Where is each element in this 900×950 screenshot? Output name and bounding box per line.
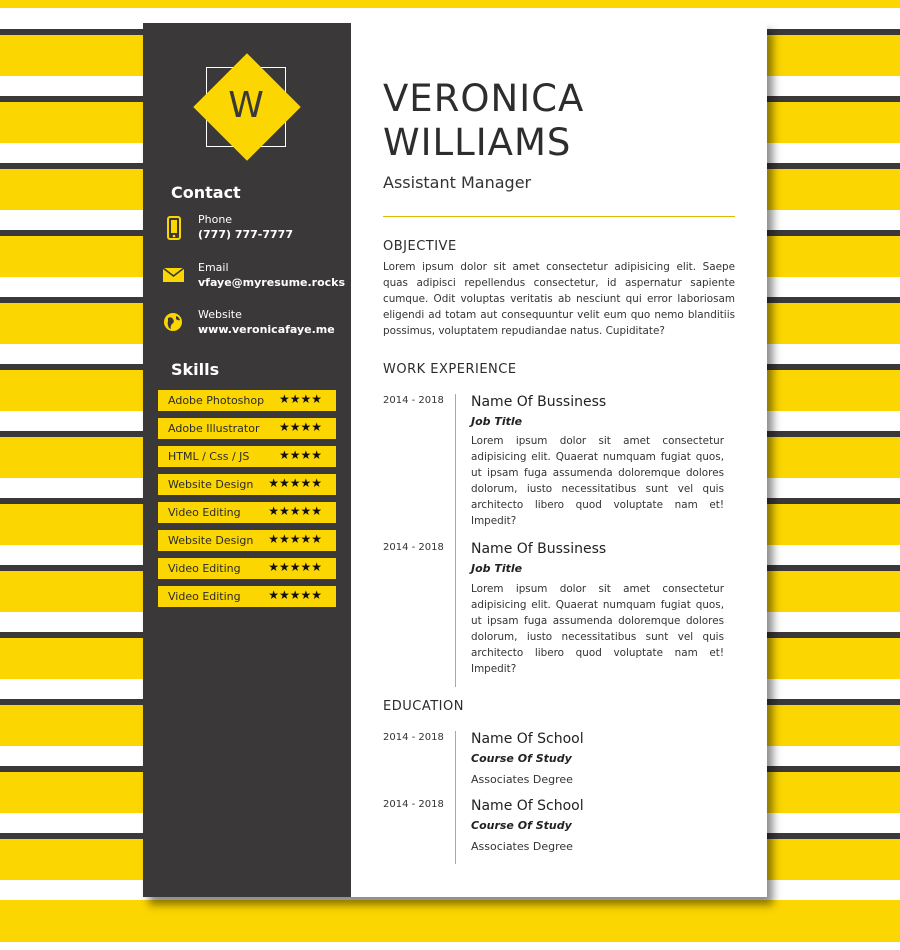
- contact-label: Website: [198, 308, 242, 321]
- contact-label: Phone: [198, 213, 233, 226]
- sidebar: [143, 23, 351, 897]
- education-years: 2014 - 2018: [383, 799, 444, 810]
- work-timeline-line: [455, 394, 456, 687]
- job-title: Assistant Manager: [383, 173, 532, 192]
- header-divider: [383, 216, 735, 217]
- degree: Associates Degree: [471, 840, 573, 853]
- work-description: Lorem ipsum dolor sit amet consectetur adipisicing elit. Quaerat numquam fugiat quos, ut ipsam fuga assumenda doloremque dolores dolorum, iusto necessitatibus sunt vel quis architecto libero quod voluptate nam et! Impedit?: [471, 435, 724, 527]
- resume-page: [143, 23, 767, 897]
- skill-rating-stars: ★★★★★: [268, 532, 322, 546]
- work-years: 2014 - 2018: [383, 542, 444, 553]
- contact-phone: [143, 213, 351, 253]
- objective-heading: OBJECTIVE: [383, 239, 457, 254]
- globe-icon: [163, 311, 185, 335]
- skill-item: [158, 530, 336, 551]
- skill-rating-stars: ★★★★: [278, 448, 322, 462]
- skill-item: [158, 502, 336, 523]
- skill-item: [158, 474, 336, 495]
- work-role: Job Title: [471, 562, 523, 575]
- skill-rating-stars: ★★★★★: [268, 560, 322, 574]
- skill-item: [158, 390, 336, 411]
- first-name: VERONICA: [383, 77, 585, 120]
- email-icon: [163, 264, 185, 288]
- business-name: Name Of Bussiness: [471, 394, 607, 410]
- education-timeline-line: [455, 731, 456, 864]
- course-of-study: Course Of Study: [471, 752, 572, 765]
- background-stripe: [0, 900, 900, 942]
- work-role: Job Title: [471, 415, 523, 428]
- business-name: Name Of Bussiness: [471, 541, 607, 557]
- skill-item: [158, 446, 336, 467]
- degree: Associates Degree: [471, 773, 573, 786]
- skill-rating-stars: ★★★★★: [268, 588, 322, 602]
- contact-value[interactable]: www.veronicafaye.me: [198, 323, 335, 336]
- school-name: Name Of School: [471, 731, 584, 747]
- skill-item: [158, 418, 336, 439]
- skill-name: Video Editing: [168, 562, 241, 575]
- work-description: Lorem ipsum dolor sit amet consectetur adipisicing elit. Quaerat numquam fugiat quos, ut ipsam fuga assumenda doloremque dolores dolorum, iusto necessitatibus sunt vel quis architecto libero quod voluptate nam et! Impedit?: [471, 583, 724, 675]
- work-experience-heading: WORK EXPERIENCE: [383, 362, 517, 377]
- skill-name: Adobe Photoshop: [168, 394, 265, 407]
- skill-name: Website Design: [168, 534, 254, 547]
- monogram-initial: W: [228, 85, 264, 126]
- objective-text: Lorem ipsum dolor sit amet consectetur adipisicing elit. Saepe quas adipisci repellendus consectetur, id aspernatur sapiente cumque. Odit voluptas veritatis ab nesciunt qui error laboriosam eligendi ad totam aut consequuntur velit eum quo nemo blanditiis possimus, voluptatem repudiandae natus. Cupiditate?: [383, 261, 735, 337]
- skills-list: [158, 390, 336, 614]
- education-years: 2014 - 2018: [383, 732, 444, 743]
- course-of-study: Course Of Study: [471, 819, 572, 832]
- school-name: Name Of School: [471, 798, 584, 814]
- contact-label: Email: [198, 261, 229, 274]
- skill-item: [158, 586, 336, 607]
- work-years: 2014 - 2018: [383, 395, 444, 406]
- skill-item: [158, 558, 336, 579]
- skill-rating-stars: ★★★★★: [268, 504, 322, 518]
- main-content: [383, 23, 735, 897]
- contact-heading: Contact: [171, 183, 241, 202]
- skills-heading: Skills: [171, 360, 220, 379]
- skill-name: Video Editing: [168, 506, 241, 519]
- skill-name: HTML / Css / JS: [168, 450, 250, 463]
- skill-rating-stars: ★★★★: [278, 420, 322, 434]
- skill-name: Website Design: [168, 478, 254, 491]
- background-stripe: [0, 0, 900, 8]
- skill-rating-stars: ★★★★: [278, 392, 322, 406]
- contact-email: [143, 261, 351, 301]
- skill-rating-stars: ★★★★★: [268, 476, 322, 490]
- phone-icon: [163, 216, 185, 240]
- last-name: WILLIAMS: [383, 121, 572, 164]
- skill-name: Video Editing: [168, 590, 241, 603]
- contact-website: [143, 308, 351, 348]
- skill-name: Adobe Illustrator: [168, 422, 260, 435]
- contact-value: (777) 777-7777: [198, 228, 293, 241]
- contact-value[interactable]: vfaye@myresume.rocks: [198, 276, 346, 289]
- education-heading: EDUCATION: [383, 699, 464, 714]
